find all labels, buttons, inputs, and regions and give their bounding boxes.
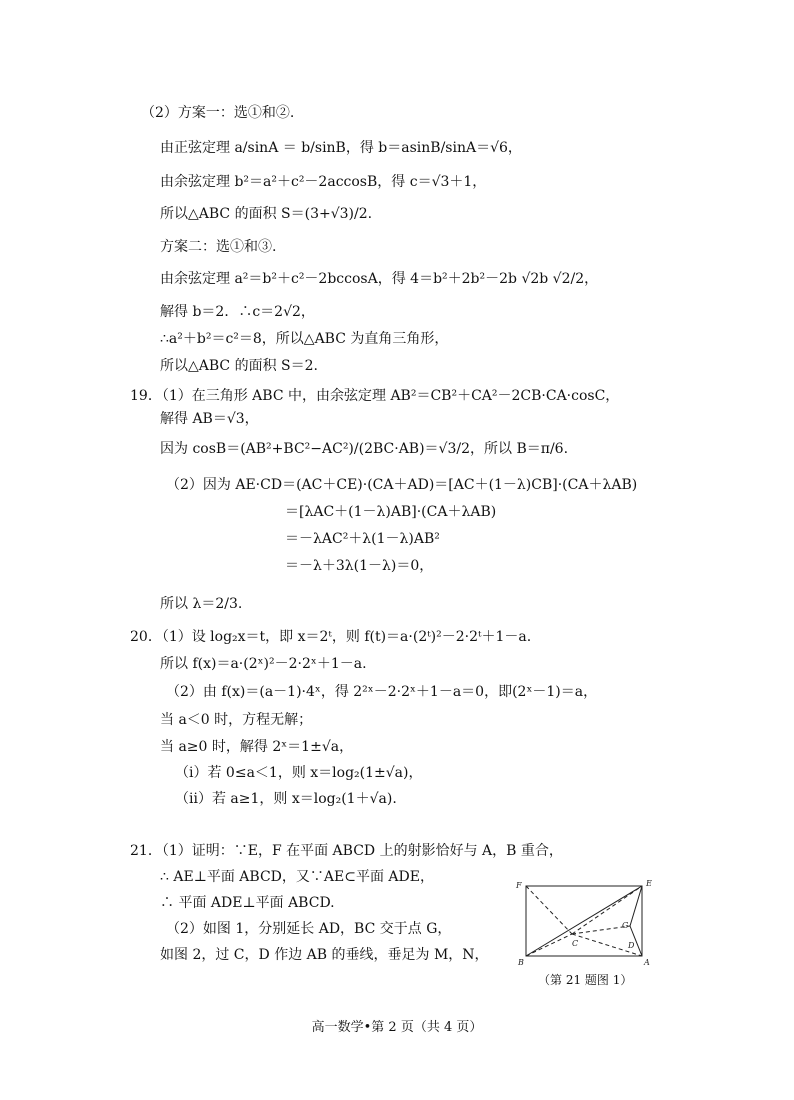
geometry-figure-21-1 [512, 876, 662, 966]
text-line: 解得 b＝2．∴c＝2√2， [160, 304, 315, 320]
text-line: 21．（1）证明：∵E，F 在平面 ABCD 上的射影恰好与 A，B 重合， [130, 843, 563, 859]
label-C: C [572, 939, 579, 948]
label-B: B [518, 958, 524, 966]
text-line: 所以△ABC 的面积 S＝2. [160, 358, 318, 374]
label-D: D [628, 941, 635, 950]
text-line: 所以 λ＝2/3. [160, 596, 243, 612]
label-G: G [622, 921, 629, 930]
text-line: ＝－λAC²＋λ(1－λ)AB² [285, 531, 440, 547]
figure-caption: （第 21 题图 1） [538, 973, 633, 987]
label-F: F [516, 881, 522, 890]
text-line: 所以 f(x)＝a·(2ˣ)²－2·2ˣ＋1－a. [160, 656, 367, 672]
text-line: ＝－λ＋3λ(1－λ)＝0， [285, 558, 434, 574]
text-line: 20．（1）设 log₂x＝t，即 x＝2ᵗ，则 f(t)＝a·(2ᵗ)²－2·2ᵗ＋1－a. [130, 629, 532, 645]
text-line: ＝[λAC＋(1－λ)AB]·(CA＋λAB) [285, 504, 497, 520]
text-line: 所以△ABC 的面积 S＝(3+√3)/2. [160, 206, 373, 222]
text-line: （2）方案一：选①和②. [141, 105, 295, 121]
page-footer: 高一数学•第 2 页（共 4 页） [311, 1020, 483, 1035]
text-line: 当 a＜0 时，方程无解； [160, 712, 313, 728]
text-line: ∴ 平面 ADE⊥平面 ABCD. [160, 895, 335, 911]
text-line: 当 a≥0 时，解得 2ˣ＝1±√a， [160, 739, 354, 755]
text-line: 由余弦定理 a²＝b²＋c²－2bccosA，得 4＝b²＋2b²－2b √2b √2/2， [160, 271, 599, 287]
text-line: 如图 2，过 C，D 作边 AB 的垂线，垂足为 M，N， [160, 947, 489, 963]
text-line: 由余弦定理 b²＝a²＋c²－2accosB，得 c＝√3＋1， [160, 174, 487, 190]
text-line: （ⅰ）若 0≤a＜1，则 x＝log₂(1±√a)， [175, 765, 423, 781]
text-line: （ⅱ）若 a≥1，则 x＝log₂(1＋√a). [175, 791, 397, 807]
text-line: 解得 AB＝√3， [160, 411, 259, 427]
text-line: ∴a²＋b²＝c²＝8，所以△ABC 为直角三角形， [160, 331, 449, 347]
text-line: （2）因为 AE·CD＝(AC＋CE)·(CA＋AD)＝[AC＋(1－λ)CB]·(CA＋λAB) [166, 477, 638, 493]
text-line: 因为 cosB＝(AB²+BC²−AC²)/(2BC·AB)＝√3/2，所以 B＝π/6. [160, 441, 569, 457]
text-line: （2）由 f(x)＝(a－1)·4ˣ，得 2²ˣ－2·2ˣ＋1－a＝0，即(2ˣ－1)＝a， [166, 684, 598, 700]
text-line: （2）如图 1，分别延长 AD，BC 交于点 G， [166, 921, 452, 937]
text-line: 方案二：选①和③. [160, 239, 277, 255]
text-line: 由正弦定理 a/sinA ＝ b/sinB，得 b＝asinB/sinA＝√6， [160, 140, 522, 156]
label-A: A [644, 958, 650, 966]
label-E: E [646, 879, 652, 888]
text-line: ∴ AE⊥平面 ABCD，又∵AE⊂平面 ADE， [160, 869, 434, 885]
text-line: 19．（1）在三角形 ABC 中，由余弦定理 AB²＝CB²＋CA²－2CB·CA·cosC， [130, 388, 620, 404]
